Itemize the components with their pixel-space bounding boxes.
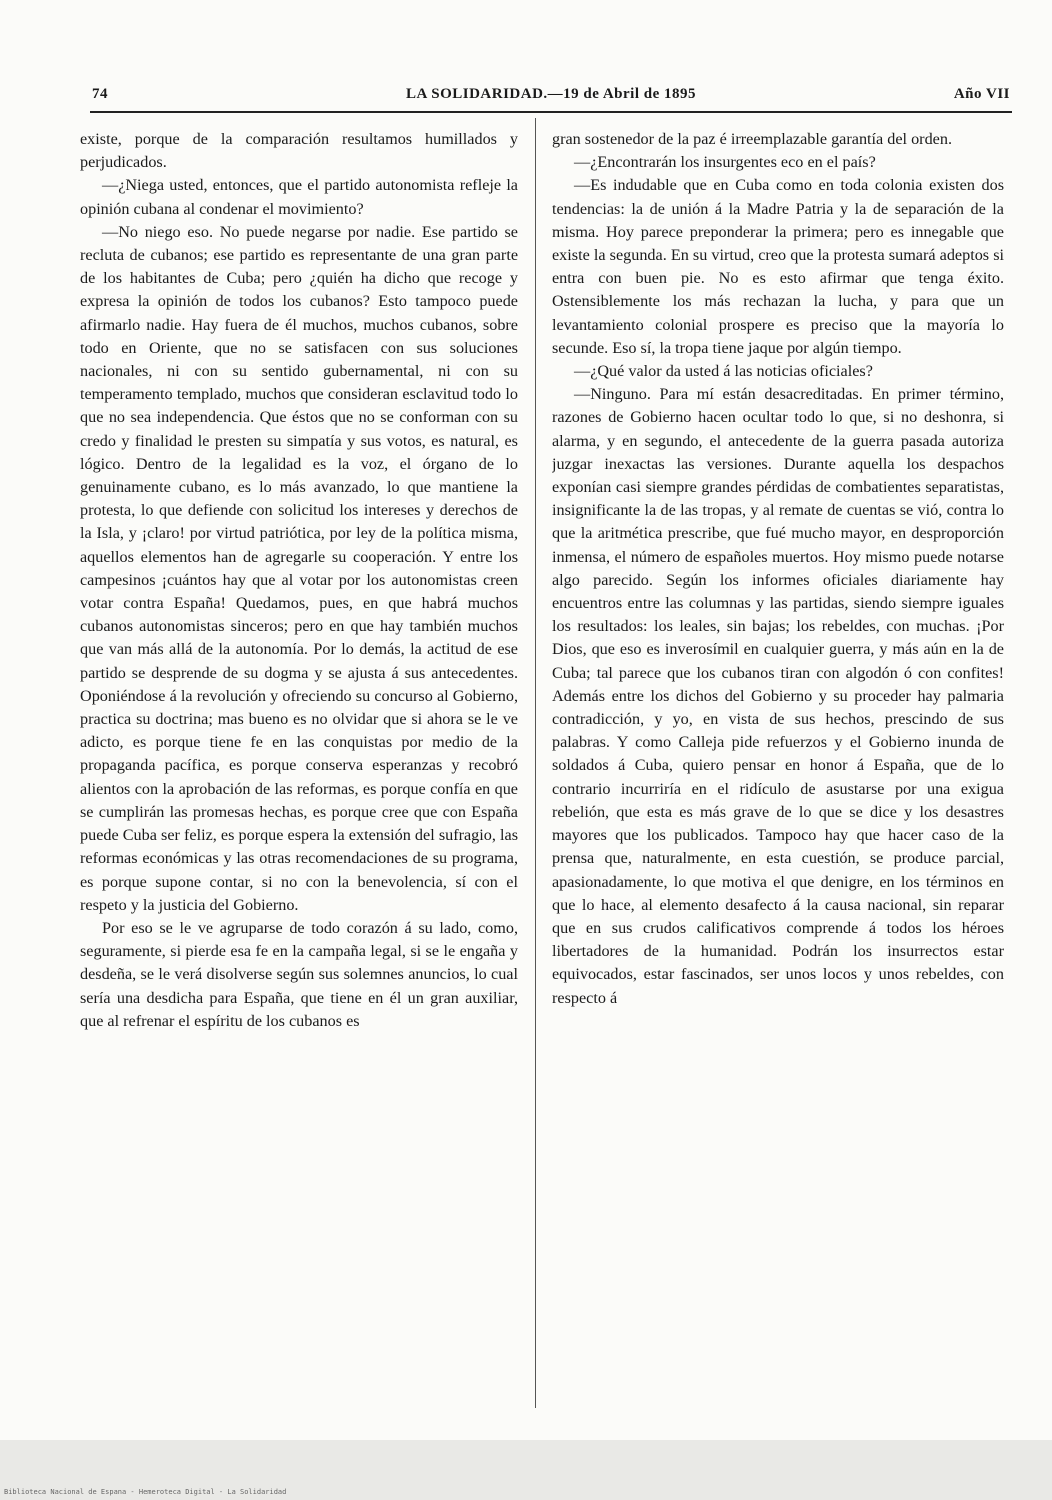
page-header — [92, 86, 1010, 110]
paragraph: —Es indudable que en Cuba como en toda colonia existen dos tendencias: la de unión á la Madre Patria y la de separación de la misma. Hoy parece preponderar la primera; pero es innegable que existe la segunda. En su virtud, creo que la protesta sumará adeptos si entra con buen pie. No es esto afirmar que tenga éxito. Ostensiblemente los más rechazan la lucha, y para que un levantamiento colonial prospere es preciso que la mayoría lo secunde. Eso sí, la tropa tiene jaque por algún tiempo. — [552, 176, 1004, 357]
left-column — [80, 128, 518, 1408]
page-number: 74 — [92, 86, 108, 102]
masthead-date: LA SOLIDARIDAD.—19 de Abril de 1895 — [405, 86, 697, 102]
paragraph: —No niego eso. No puede negarse por nadie. Ese partido se recluta de cubanos; ese partido es representante de una gran parte de los habitantes de Cuba; pero ¿quién ha dicho que recoge y expresa la opinión de todos los cubanos? Esto tampoco puede afirmarlo nadie. Hay fuera de él muchos, muchos cubanos, sobre todo en Oriente, que no se satisfacen con sus soluciones nacionales, ni con su sentido gubernamental, ni con su temperamento templado, muchos que consideran esclavitud todo lo que no sea independencia. Que éstos que no se conforman con su credo y finalidad le presten su simpatía y sus votos, es natural, es lógico. Dentro de la legalidad es la voz, el órgano de lo genuinamente cubano, es lo más avanzado, lo que mantiene la protesta, lo que defiende con solicitud los intereses y derechos de la Isla, y ¡claro! por virtud patriótica, por ley de la política misma, aquellos elementos han de agregarle su cooperación. Y entre los campesinos ¡cuántos hay que al votar por los autonomistas creen votar contra España! Quedamos, pues, en que habrá muchos cubanos autonomistas sinceros; pero en que hay también muchos que van más allá de la autonomía. Por lo demás, la actitud de ese partido se desprende de su dogma y se ajusta á sus antecedentes. Oponiéndose á la revolución y ofreciendo su concurso al Gobierno, practica su doctrina; mas bueno es no olvidar que si ahora se le ve adicto, es porque tiene fe en las conquistas por medio de la propaganda pacífica, es porque conserva esperanzas y recobró alientos con la aprobación de las reformas, es porque confía en que se cumplirán las promesas hechas, es porque cree que con España puede Cuba ser feliz, es porque espera la extensión del sufragio, las reformas económicas y las otras recomendaciones de su programa, es porque supone contar, si no con la benevolencia, sí con el respeto y la justicia del Gobierno. — [80, 222, 518, 914]
paragraph: —Ninguno. Para mí están desacreditadas. En primer término, razones de Gobierno hacen ocultar todo lo que, si no deshonra, si alarma, y en segundo, el antecedente de la guerra pasada autoriza juzgar inexactas las versiones. Durante aquella los despachos exponían casi siempre grandes pérdidas de combatientes separatistas, insignificante la de las tropas, y al remate de cuentas se vió, contra lo que la aritmética prescribe, que fué mucho mayor, en desproporción inmensa, el número de españoles muertos. Hoy mismo puede notarse algo parecido. Según los informes oficiales diariamente hay encuentros entre las columnas y las partidas, siendo siempre iguales los resultados: los leales, sin bajas; los rebeldes, con muchas. ¡Por Dios, que eso es inverosímil en cualquier guerra, y más aún en la de Cuba; tal parece que los cubanos tiran con algodón ó con confites! Además entre los dichos del Gobierno y su proceder hay palmaria contradicción, y yo, en vista de sus hechos, prescindo de sus palabras. Y como Calleja pide refuerzos y el Gobierno inunda de soldados á Cuba, quiero pensar en honor á España, que de lo contrario incurriría en el ridículo de asustarse por una exigua rebelión, que esta es más grave de lo que se dice y los desastres mayores que los publicados. Tampoco hay que hacer caso de la prensa que, naturalmente, en esta cuestión, se produce parcial, apasionadamente, lo que motiva el que denigre, en los términos en que lo hace, al elemento desafecto á la causa nacional, sin reparar que en sus crudos calificativos comprende á todos los héroes libertadores de la humanidad. Podrán los insurrectos estar equivocados, estar fascinados, ser unos locos y unos rebeldes, con respecto á — [552, 385, 1004, 1007]
paragraph: existe, porque de la comparación resultamos humillados y perjudicados. — [80, 130, 518, 172]
header-rule — [90, 111, 1012, 113]
paragraph: —¿Niega usted, entonces, que el partido autonomista refleje la opinión cubana al condenar el movimiento? — [80, 176, 518, 218]
year-label: Año VII — [953, 86, 1010, 102]
paragraph: —¿Encontrarán los insurgentes eco en el país? — [574, 153, 876, 172]
column-divider — [535, 118, 536, 1408]
right-column — [552, 128, 1004, 1408]
scan-footnote: Biblioteca Nacional de Espana - Hemeroteca Digital - La Solidaridad — [4, 1488, 287, 1496]
paragraph: gran sostenedor de la paz é irreemplazable garantía del orden. — [552, 130, 952, 148]
paragraph: —¿Qué valor da usted á las noticias oficiales? — [574, 362, 873, 381]
paragraph: Por eso se le ve agruparse de todo corazón á su lado, como, seguramente, si pierde esa fe en la campaña legal, si se le engaña y desdeña, se le verá disolverse según sus solemnes anuncios, lo cual sería una desdicha para España, que tiene en él un gran auxiliar, que al refrenar el espíritu de los cubanos es — [80, 918, 518, 1030]
